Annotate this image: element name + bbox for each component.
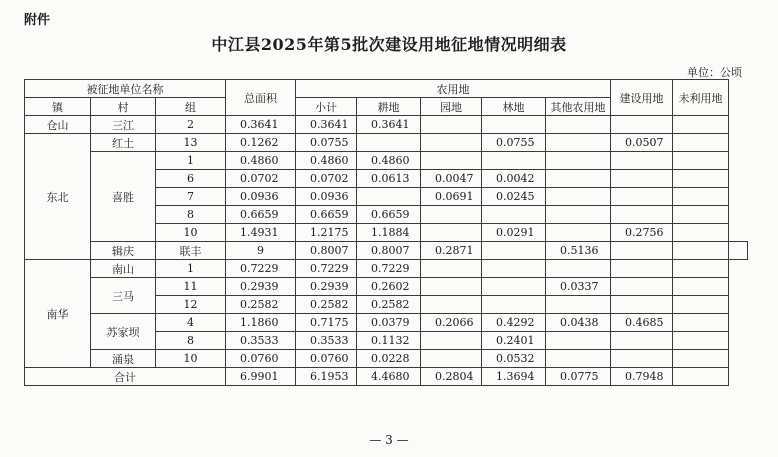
arable-cell: 4.4680	[357, 368, 421, 386]
other-agri-cell	[546, 224, 611, 242]
total-cell: 6.9901	[226, 368, 296, 386]
arable-cell: 0.2602	[357, 278, 421, 296]
unused-cell	[673, 188, 729, 206]
total-cell: 0.0936	[226, 188, 296, 206]
header-forest: 林地	[482, 98, 546, 116]
forest-cell	[482, 260, 546, 278]
village-cell: 南山	[91, 260, 156, 278]
unit-label: 单位：公顷	[687, 66, 742, 79]
other-agri-cell	[546, 350, 611, 368]
other-agri-cell: 0.0775	[546, 368, 611, 386]
table-row	[25, 134, 748, 152]
total-cell: 1.4931	[226, 224, 296, 242]
header-owner-group: 被征地单位名称	[25, 80, 226, 98]
construction-cell	[611, 170, 673, 188]
arable-cell: 1.1884	[357, 224, 421, 242]
land-acquisition-table	[24, 79, 748, 386]
garden-cell	[421, 116, 482, 134]
village-cell: 苏家坝	[91, 314, 156, 350]
construction-cell: 0.0507	[611, 134, 673, 152]
subtotal-cell: 0.6659	[296, 206, 357, 224]
forest-cell: 0.0291	[482, 224, 546, 242]
table-row	[25, 260, 748, 278]
table-row	[25, 116, 748, 134]
header-total-area: 总面积	[226, 80, 296, 116]
subtotal-cell: 0.0702	[296, 170, 357, 188]
other-agri-cell	[546, 116, 611, 134]
forest-cell: 0.5136	[546, 242, 611, 260]
subtotal-cell: 0.8007	[357, 242, 421, 260]
header-garden: 园地	[421, 98, 482, 116]
header-construction: 建设用地	[611, 80, 673, 116]
garden-cell: 0.0047	[421, 170, 482, 188]
header-village: 村	[91, 98, 156, 116]
attachment-label: 附件	[24, 13, 51, 28]
garden-cell: 0.2066	[421, 314, 482, 332]
other-agri-cell	[546, 332, 611, 350]
unused-cell	[673, 134, 729, 152]
header-town: 镇	[25, 98, 91, 116]
arable-cell: 0.2871	[421, 242, 482, 260]
construction-cell	[611, 296, 673, 314]
group-cell: 2	[156, 116, 226, 134]
subtotal-cell: 0.7229	[296, 260, 357, 278]
arable-cell: 0.3641	[357, 116, 421, 134]
page-number: — 3 —	[369, 433, 409, 447]
arable-cell: 0.0613	[357, 170, 421, 188]
unused-cell	[673, 206, 729, 224]
construction-cell	[611, 350, 673, 368]
subtotal-cell: 0.3641	[296, 116, 357, 134]
village-cell: 喜胜	[91, 152, 156, 242]
unused-cell	[673, 332, 729, 350]
subtotal-cell: 0.7175	[296, 314, 357, 332]
garden-cell	[421, 278, 482, 296]
arable-cell	[357, 188, 421, 206]
document-title: 中江县2025年第5批次建设用地征地情况明细表	[211, 35, 567, 54]
town-cell: 辑庆	[91, 242, 156, 260]
unused-cell	[673, 152, 729, 170]
garden-cell	[421, 224, 482, 242]
unused-cell	[673, 260, 729, 278]
other-agri-cell	[546, 170, 611, 188]
other-agri-cell	[546, 134, 611, 152]
construction-cell: 0.2756	[611, 224, 673, 242]
unused-cell	[673, 116, 729, 134]
garden-cell	[421, 152, 482, 170]
header-unused: 未利用地	[673, 80, 729, 116]
construction-cell: 0.4685	[611, 314, 673, 332]
construction-cell	[611, 152, 673, 170]
construction-cell	[611, 116, 673, 134]
garden-cell: 0.2804	[421, 368, 482, 386]
subtotal-cell: 1.2175	[296, 224, 357, 242]
group-cell: 10	[156, 350, 226, 368]
total-cell: 0.0760	[226, 350, 296, 368]
forest-cell: 0.4292	[482, 314, 546, 332]
forest-cell	[482, 278, 546, 296]
construction-cell	[611, 206, 673, 224]
other-agri-cell	[546, 296, 611, 314]
village-cell: 联丰	[156, 242, 226, 260]
total-cell: 0.1262	[226, 134, 296, 152]
forest-cell: 1.3694	[482, 368, 546, 386]
header-agri-group: 农用地	[296, 80, 611, 98]
group-cell: 8	[156, 332, 226, 350]
construction-cell	[611, 332, 673, 350]
group-cell: 9	[226, 242, 296, 260]
other-agri-cell: 0.0438	[546, 314, 611, 332]
header-subtotal: 小计	[296, 98, 357, 116]
arable-cell	[357, 134, 421, 152]
total-cell: 0.4860	[226, 152, 296, 170]
other-agri-cell	[546, 188, 611, 206]
group-cell: 6	[156, 170, 226, 188]
subtotal-cell: 6.1953	[296, 368, 357, 386]
arable-cell: 0.7229	[357, 260, 421, 278]
garden-cell	[482, 242, 546, 260]
unused-cell	[673, 170, 729, 188]
table-row	[25, 242, 748, 260]
unused-cell	[673, 278, 729, 296]
arable-cell: 0.1132	[357, 332, 421, 350]
total-cell: 0.2582	[226, 296, 296, 314]
town-cell: 仓山	[25, 116, 91, 134]
construction-cell	[611, 278, 673, 296]
subtotal-cell: 0.3533	[296, 332, 357, 350]
table-row	[25, 152, 748, 170]
group-cell: 1	[156, 260, 226, 278]
total-cell: 0.8007	[296, 242, 357, 260]
arable-cell: 0.0379	[357, 314, 421, 332]
table-row	[25, 278, 748, 296]
garden-cell	[421, 332, 482, 350]
group-cell: 12	[156, 296, 226, 314]
garden-cell: 0.0691	[421, 188, 482, 206]
village-cell: 红土	[91, 134, 156, 152]
town-cell: 南华	[25, 260, 91, 368]
group-cell: 10	[156, 224, 226, 242]
town-cell: 东北	[25, 134, 91, 260]
garden-cell	[421, 350, 482, 368]
total-cell: 0.7229	[226, 260, 296, 278]
garden-cell	[421, 260, 482, 278]
subtotal-cell: 0.4860	[296, 152, 357, 170]
forest-cell: 0.0532	[482, 350, 546, 368]
village-cell: 三江	[91, 116, 156, 134]
arable-cell: 0.4860	[357, 152, 421, 170]
group-cell: 11	[156, 278, 226, 296]
header-group: 组	[156, 98, 226, 116]
total-label: 合计	[25, 368, 226, 386]
unused-cell	[673, 350, 729, 368]
garden-cell	[421, 296, 482, 314]
subtotal-cell: 0.0760	[296, 350, 357, 368]
other-agri-cell: 0.0337	[546, 278, 611, 296]
subtotal-cell: 0.2582	[296, 296, 357, 314]
unused-cell	[673, 314, 729, 332]
village-cell: 涌泉	[91, 350, 156, 368]
total-cell: 0.6659	[226, 206, 296, 224]
other-agri-cell	[611, 242, 673, 260]
forest-cell	[482, 206, 546, 224]
table-row	[25, 350, 748, 368]
total-cell: 0.3641	[226, 116, 296, 134]
arable-cell: 0.0228	[357, 350, 421, 368]
arable-cell: 0.2582	[357, 296, 421, 314]
construction-cell	[611, 188, 673, 206]
table-row	[25, 314, 748, 332]
other-agri-cell	[546, 152, 611, 170]
other-agri-cell	[546, 260, 611, 278]
forest-cell: 0.0245	[482, 188, 546, 206]
garden-cell	[421, 134, 482, 152]
forest-cell	[482, 152, 546, 170]
header-other-agri: 其他农用地	[546, 98, 611, 116]
forest-cell: 0.2401	[482, 332, 546, 350]
group-cell: 4	[156, 314, 226, 332]
village-cell: 三马	[91, 278, 156, 314]
unused-cell	[673, 224, 729, 242]
arable-cell: 0.6659	[357, 206, 421, 224]
forest-cell: 0.0042	[482, 170, 546, 188]
other-agri-cell	[546, 206, 611, 224]
forest-cell	[482, 116, 546, 134]
unused-cell	[673, 368, 729, 386]
total-row	[25, 368, 748, 386]
garden-cell	[421, 206, 482, 224]
header-arable: 耕地	[357, 98, 421, 116]
construction-cell	[611, 260, 673, 278]
total-cell: 0.2939	[226, 278, 296, 296]
forest-cell: 0.0755	[482, 134, 546, 152]
construction-cell	[673, 242, 729, 260]
group-cell: 13	[156, 134, 226, 152]
total-cell: 1.1860	[226, 314, 296, 332]
forest-cell	[482, 296, 546, 314]
unused-cell	[729, 242, 748, 260]
subtotal-cell: 0.0755	[296, 134, 357, 152]
group-cell: 8	[156, 206, 226, 224]
total-cell: 0.3533	[226, 332, 296, 350]
group-cell: 1	[156, 152, 226, 170]
total-cell: 0.0702	[226, 170, 296, 188]
subtotal-cell: 0.0936	[296, 188, 357, 206]
group-cell: 7	[156, 188, 226, 206]
construction-cell: 0.7948	[611, 368, 673, 386]
unused-cell	[673, 296, 729, 314]
subtotal-cell: 0.2939	[296, 278, 357, 296]
